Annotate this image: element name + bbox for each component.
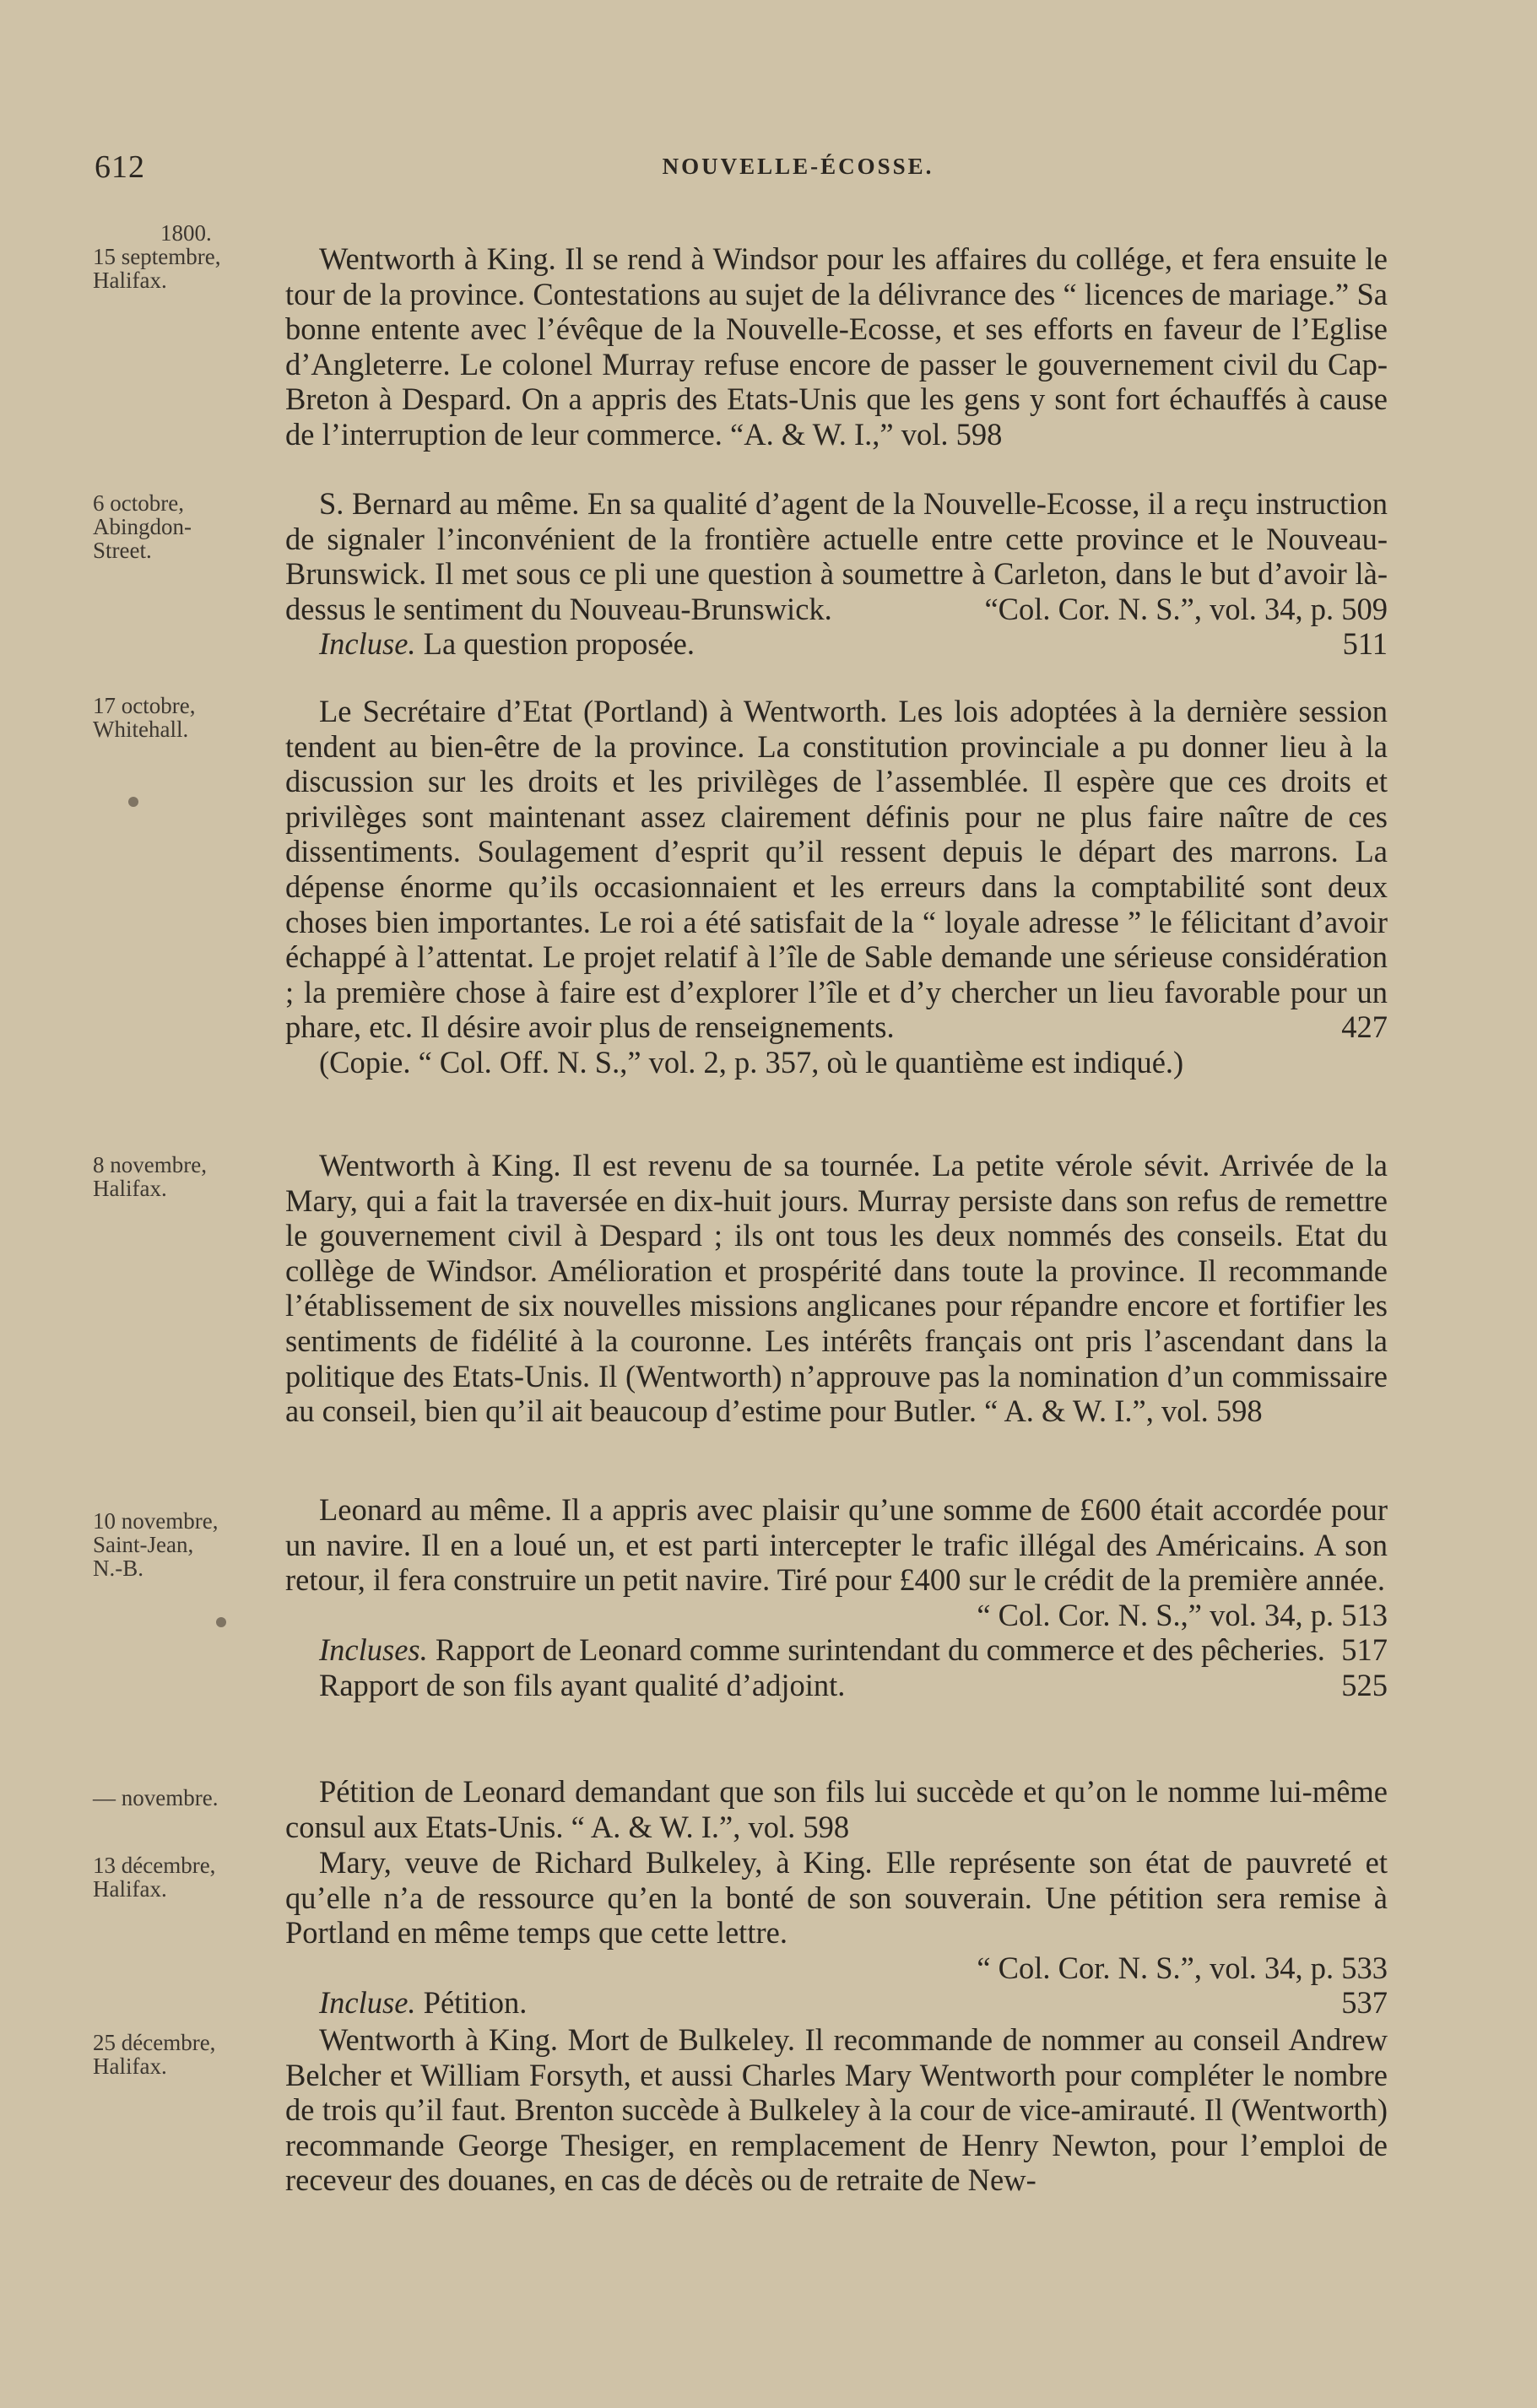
copy-note: (Copie. “ Col. Off. N. S.,” vol. 2, p. 357, où le quantième est indiqué.): [319, 1044, 1184, 1080]
entry-text: [285, 1148, 1388, 1429]
entry-text: [285, 1774, 1388, 1844]
entry-paragraph: Wentworth à King. Mort de Bulkeley. Il recommande de nommer au conseil Andrew Belcher et William Forsyth, et aussi Charles Mary Wentworth pour compléter le nombre de trois qu’il faut. Brenton succède à Bulkeley à la cour de vice-amirauté. Il (Wentworth) recommande George Thesiger, en remplacement de Henry Newton, pour l’emploi de receveur des douanes, en cas de décès ou de retraite de New-: [285, 2022, 1388, 2198]
ink-spot: [216, 1617, 226, 1627]
page-ref: 511: [1342, 626, 1388, 662]
entry-text: [285, 1845, 1388, 2021]
entry-paragraph: Le Secrétaire d’Etat (Portland) à Wentworth. Les lois adoptées à la dernière session tendent au bien-être de la province. La constitution provinciale a pu donner lieu à la discussion sur les droits et les privilèges de l’assemblée. Il espère que ces droits et privilèges sont maintenant assez clairement définis pour ne plus faire naître de ces dissentiments. Soulagement d’esprit qu’il ressent depuis le départ des marrons. La dépense énorme qu’ils occasionnaient et les erreurs dans la comptabilité sont deux choses bien importantes. Le roi a été satisfait de la “ loyale adresse ” le félicitant d’avoir échappé à l’attentat. Le projet relatif à l’île de Sable demande une sérieuse considération ; la première chose à faire est d’explorer l’île et d’y chercher un lieu favorable pour un phare, etc. Il désire avoir plus de renseignements.: [285, 694, 1388, 1045]
running-title: NOUVELLE-ÉCOSSE.: [662, 154, 934, 179]
page-ref: 525: [1341, 1667, 1388, 1702]
entry-text: [285, 694, 1388, 1080]
entry-text: [285, 2022, 1388, 2198]
entry-date: 10 novembre, Saint-Jean, N.-B.: [93, 1508, 219, 1581]
entry-paragraph: Wentworth à King. Il se rend à Windsor pour les affaires du collége, et fera ensuite le tour de la province. Contestations au sujet de la délivrance des “ licences de mariage.” Sa bonne entente avec l’évêque de la Nouvelle-Ecosse, et ses efforts en faveur de l’Eglise d’Angleterre. Le colonel Murray refuse encore de passer le gouvernement civil du Cap-Breton à Despard. On a appris des Etats-Unis que les gens y sont fort échauffés à cause de l’interruption de leur commerce. “A. & W. I.,” vol. 598: [285, 241, 1388, 452]
page-header: [0, 149, 1537, 191]
archive-reference: “ Col. Cor. N. S.,” vol. 34, p. 513: [977, 1597, 1388, 1632]
entry-paragraph: S. Bernard au même. En sa qualité d’agent de la Nouvelle-Ecosse, il a reçu instruction de signaler l’inconvénient de la frontière actuelle entre cette province et le Nouveau-Brunswick. Il met sous ce pli une question à soumettre à Carleton, dans le but d’avoir là-dessus le sentiment du Nouveau-Brunswick.: [285, 486, 1388, 626]
entry-date: 13 décembre, Halifax.: [93, 1853, 216, 1902]
entry-date: 8 novembre, Halifax.: [93, 1152, 207, 1201]
enclosure-label: Incluses.: [319, 1632, 428, 1668]
entry-text: [285, 241, 1388, 452]
enclosure-label: Incluse.: [319, 626, 416, 662]
enclosure-line: Incluse. La question proposée. 511: [319, 626, 1388, 662]
entry-date: 25 décembre, Halifax.: [93, 2030, 216, 2079]
entry-paragraph: Mary, veuve de Richard Bulkeley, à King. Elle représente son état de pauvreté et qu’elle n’a de ressource qu’en la bonté de son souverain. Une pétition sera remise à Portland en même temps que cette lettre.: [285, 1845, 1388, 1951]
entry-date: 17 octobre, Whitehall.: [93, 693, 196, 742]
entry-date: 1800. 15 septembre, Halifax.: [93, 220, 221, 293]
archive-reference: “ Col. Cor. N. S.”, vol. 34, p. 533: [977, 1950, 1388, 1985]
entry-date: 6 octobre, Abingdon- Street.: [93, 490, 192, 563]
entry-text: [285, 1492, 1388, 1703]
archive-reference: “Col. Cor. N. S.”, vol. 34, p. 509: [984, 591, 1388, 626]
page-ref: 517: [1341, 1632, 1388, 1668]
entry-text: [285, 486, 1388, 662]
enclosure-line: Incluse. Pétition. 537: [319, 1985, 1388, 2021]
page-ref: 537: [1341, 1985, 1388, 2021]
entry-paragraph: Leonard au même. Il a appris avec plaisir qu’une somme de £600 était accordée pour un navire. Il en a loué un, et est parti intercepter le trafic illégal des Américains. A son retour, il fera construire un petit navire. Tiré pour £400 sur le crédit de la première année.: [285, 1492, 1388, 1598]
entry-paragraph: Pétition de Leonard demandant que son fils lui succède et qu’on le nomme lui-même consul aux Etats-Unis. “ A. & W. I.”, vol. 598: [285, 1774, 1388, 1844]
page-number: 612: [95, 149, 145, 185]
entry-paragraph: Wentworth à King. Il est revenu de sa tournée. La petite vérole sévit. Arrivée de la Mary, qui a fait la traversée en dix-huit jours. Murray persiste dans son refus de remettre le gouvernement civil à Despard ; ils ont tous les deux nommés des conseils. Etat du collège de Windsor. Amélioration et prospérité dans toute la province. Il recommande l’établissement de six nouvelles missions anglicanes pour répandre encore et fortifier les sentiments de fidélité à la couronne. Les intérêts français ont pris l’ascendant dans la politique des Etats-Unis. Il (Wentworth) n’approuve pas la nomination d’un commissaire au conseil, bien qu’il ait beaucoup d’estime pour Butler. “ A. & W. I.”, vol. 598: [285, 1148, 1388, 1429]
enclosure-line: Incluses. Rapport de Leonard comme surintendant du commerce et des pêcheries.: [319, 1632, 1325, 1668]
page-ref: 427: [1341, 1009, 1388, 1045]
entry-date: — novembre.: [93, 1785, 219, 1810]
enclosure-label: Incluse.: [319, 1985, 416, 2021]
enclosure-line: Rapport de son fils ayant qualité d’adjoint. 525: [319, 1667, 1388, 1702]
ink-spot: [128, 797, 138, 807]
